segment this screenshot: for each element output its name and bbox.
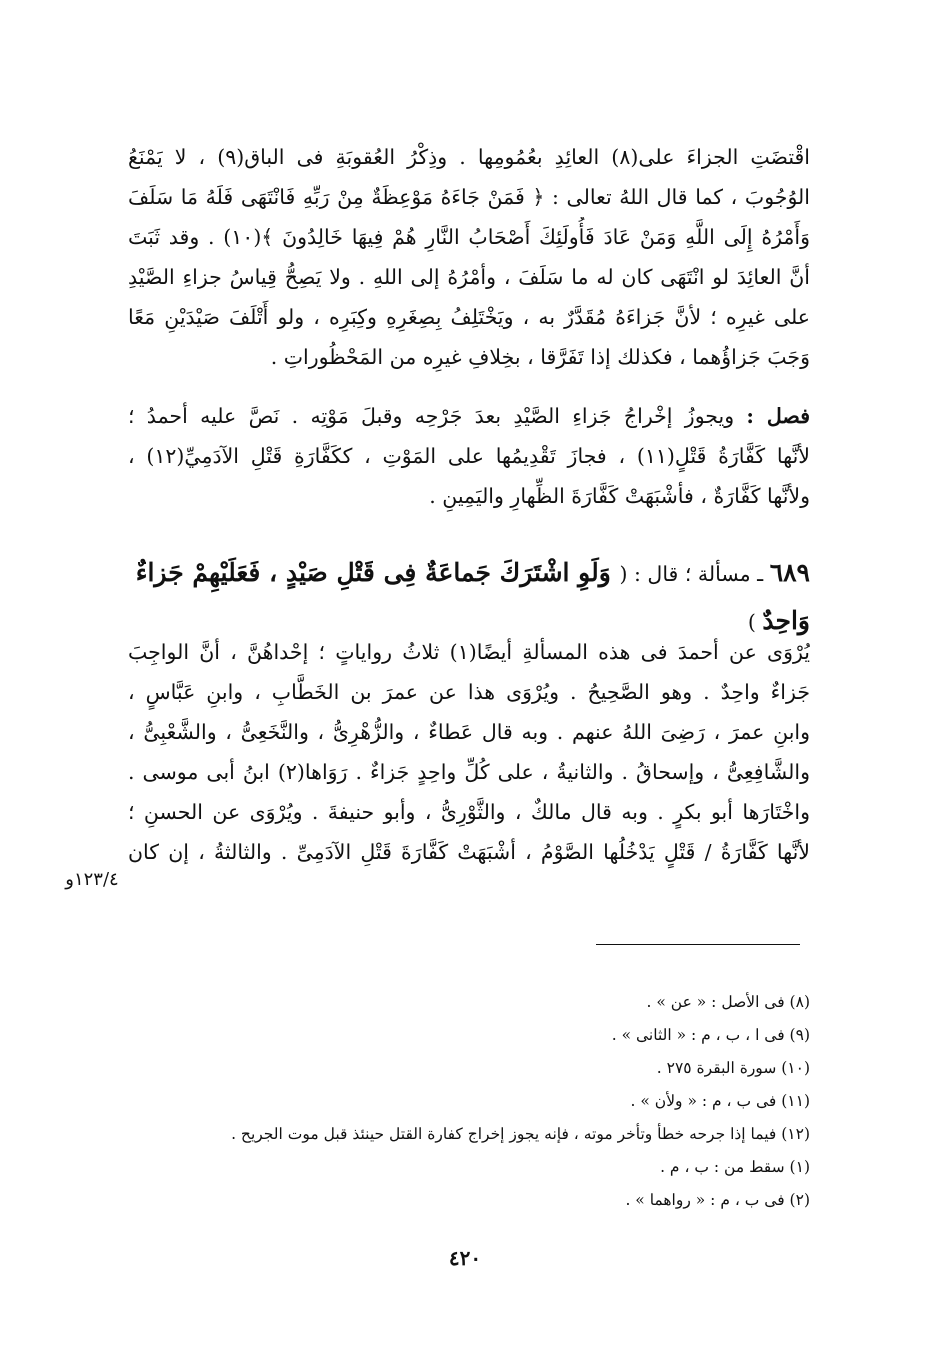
text-line: أنَّ العائِدَ لو انْتَهَى كان له ما سَلَفَ ، وأمْرُهُ إلى اللهِ . ولا يَصِحُّ قِياسُ جزاءِ الصَّيْدِ <box>128 265 810 289</box>
footnote: (١٢) فيما إذا جرحه خطأ وتأخر موته ، فإنه يجوز إخراج كفارة القتل حينئذ قبل موت الجريح . <box>231 1125 810 1143</box>
paragraph-jaza-al-aid <box>128 137 810 377</box>
fasl-text: ويجوزُ إخْراجُ جَزاءِ الصَّيْدِ بعدَ جَرْحِه وقبلَ مَوْتِه . نَصَّ عليه أحمدُ ؛ <box>128 404 747 428</box>
footnote: (١٠) سورة البقرة ٢٧٥ . <box>656 1059 810 1077</box>
text-line: وابنِ عمرَ ، رَضِىَ اللهُ عنهم . وبه قال عَطاءٌ ، والزُّهْرِىُّ ، والنَّخَعِىُّ ، والشَّعْبِىُّ ، <box>128 720 810 744</box>
masala-number: ٦٨٩ <box>769 558 810 587</box>
footnote: (٨) فى الأصل : « عن » . <box>646 993 810 1011</box>
text-line: يُرْوَى عن أحمدَ فى هذه المسألةِ أيضًا(١) ثلاثُ رواياتٍ ؛ إحْداهُنَّ ، أنَّ الواجِبَ <box>128 640 810 664</box>
text-line: وَجَبَ جَزاؤُهما ، فكذلك إذا تَفَرَّقا ، بخِلافِ غيرِه من المَحْظُوراتِ . <box>270 345 810 369</box>
text-line: الوُجُوبَ ، كما قال اللهُ تعالى : ﴿ فَمَنْ جَاءَهُ مَوْعِظَةٌ مِنْ رَبِّهِ فَانْتَهَى فَلَهُ مَا سَلَفَ <box>128 185 810 209</box>
masala-heading <box>128 549 810 645</box>
text-line: ولأنَّها كَفَّارَةٌ ، فأشْبَهَتْ كَفَّارَةَ الظِّهارِ واليَمِينِ . <box>429 484 810 508</box>
masala-intro: ـ مسألة ؛ قال : ( <box>619 562 770 586</box>
masala-title: وَلَوِ اشْتَرَكَ جَماعَةٌ فِى قَتْلِ صَيْدٍ ، فَعَلَيْهِمْ جَزاءٌ <box>135 558 620 587</box>
footnotes <box>128 986 810 1217</box>
masala-line <box>128 549 810 597</box>
paragraph-fasl <box>128 396 810 516</box>
paragraph-riwayat <box>128 632 810 872</box>
footnote-divider <box>596 944 800 945</box>
text-line: جَزاءٌ واحِدٌ . وهو الصَّحِيحُ . ويُرْوَى هذا عن عمرَ بن الخَطَّابِ ، وابنِ عَبَّاسٍ ، <box>128 680 810 704</box>
page-number: ٤٢٠ <box>448 1246 482 1270</box>
text-line: على غيرِه ؛ لأنَّ جَزاءَهُ مُقَدَّرٌ به ، ويَخْتَلِفُ بِصِغَرِهِ وكِبَرِه ، ولو أَتْلَفَ صَيْدَيْنِ مَعًا <box>128 305 810 329</box>
footnote: (٢) فى ب ، م : « رواهما » . <box>625 1191 810 1209</box>
text-line: لأنَّها كَفَّارَةُ / قَتْلٍ يَدْخُلُها الصَّوْمُ ، أشْبَهَتْ كَفَّارَةَ قَتْلِ الآدَمِىِّ . والثالثةُ ، إن كان <box>128 840 810 864</box>
footnote: (٩) فى ا ، ب ، م : « الثانى » . <box>611 1026 810 1044</box>
manuscript-folio-note: ١٢٣/٤و <box>65 869 119 890</box>
text-line <box>128 396 810 436</box>
masala-title-end: وَاحِدٌ <box>762 606 810 635</box>
text-line: اقْتضَتِ الجزاءَ على(٨) العائِدِ بعُمُومِها . وذِكْرُ العُقوبَةِ فى الباق(٩) ، لا يَمْنَعُ <box>128 145 810 169</box>
text-line: وَأَمْرُهُ إِلَى اللَّهِ وَمَنْ عَادَ فَأُولَئِكَ أَصْحَابُ النَّارِ هُمْ فِيهَا خَالِدُونَ ﴾(١٠) . وقد ثَبَتَ <box>128 225 810 249</box>
masala-close: ) <box>747 610 763 634</box>
text-line: والشَّافِعِىُّ ، وإسحاقُ . والثانيةُ ، على كُلِّ واحِدٍ جَزاءٌ . رَوَاها(٢) ابنُ أبى موسى . <box>128 760 810 784</box>
text-line: واخْتَارَها أبو بكرٍ . وبه قال مالكٌ ، والثَّوْرِىُّ ، وأبو حنيفةَ . ويُرْوَى عن الحسنِ ؛ <box>128 800 810 824</box>
fasl-heading: فصل : <box>746 404 810 428</box>
footnote: (١) سقط من : ب ، م . <box>660 1158 810 1176</box>
footnote: (١١) فى ب ، م : « ولأن » . <box>630 1092 810 1110</box>
text-line: لأنَّها كَفَّارَةُ قَتْلٍ(١١) ، فجازَ تَقْدِيمُها على المَوْتِ ، ككَفَّارَةِ قَتْلِ الآدَمِيِّ(١٢) ، <box>128 444 810 468</box>
